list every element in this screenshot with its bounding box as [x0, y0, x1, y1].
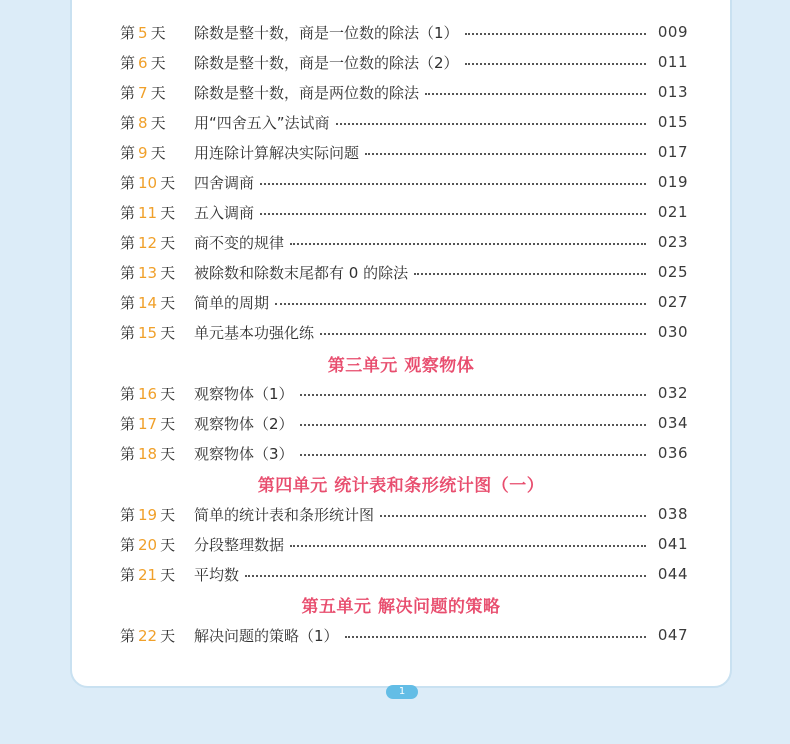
faded-overflow-text — [120, 617, 420, 653]
page-number: 013 — [657, 83, 688, 101]
entry-title: 除数是整十数，商是一位数的除法（1） — [194, 23, 459, 42]
day-number: 20 — [138, 535, 158, 554]
day-label: 第 21 天 — [120, 565, 176, 584]
page-number: 019 — [657, 173, 688, 191]
entry-title: 观察物体（2） — [194, 414, 294, 433]
dot-leader — [290, 242, 646, 245]
day-number: 5 — [138, 23, 148, 42]
page-number: 015 — [657, 113, 688, 131]
page-number: 044 — [657, 565, 688, 583]
toc-entry[interactable] — [120, 291, 688, 313]
toc-entry[interactable] — [120, 81, 688, 103]
day-number: 6 — [138, 53, 148, 72]
page-number: 032 — [657, 384, 688, 402]
dot-leader — [380, 514, 646, 517]
page-number: 034 — [657, 414, 688, 432]
dot-leader — [465, 32, 646, 35]
day-number: 9 — [138, 143, 148, 162]
day-number: 14 — [138, 293, 158, 312]
dot-leader — [365, 152, 646, 155]
toc-entry[interactable] — [120, 51, 688, 73]
page-number: 027 — [657, 293, 688, 311]
toc-entry[interactable] — [120, 533, 688, 555]
page-number: 030 — [657, 323, 688, 341]
toc-entry[interactable] — [120, 563, 688, 585]
page-number: 009 — [657, 23, 688, 41]
dot-leader — [275, 302, 646, 305]
entry-title: 简单的周期 — [194, 293, 270, 312]
day-number: 8 — [138, 113, 148, 132]
day-label: 第 13 天 — [120, 263, 176, 282]
day-label: 第 8 天 — [120, 113, 166, 132]
page-number: 023 — [657, 233, 688, 251]
entry-title: 五入调商 — [194, 203, 255, 222]
day-number: 22 — [138, 626, 158, 645]
day-label: 第 7 天 — [120, 83, 166, 102]
section-title-unit4: 第四单元 统计表和条形统计图（一） — [257, 476, 545, 496]
dot-leader — [300, 453, 646, 456]
day-number: 10 — [138, 173, 158, 192]
toc-card — [70, 0, 732, 688]
dot-leader — [260, 182, 646, 185]
entry-title: 四舍调商 — [194, 173, 255, 192]
toc-entry[interactable] — [120, 171, 688, 193]
day-number: 11 — [138, 203, 158, 222]
entry-title: 解决问题的策略（1） — [194, 626, 339, 645]
page-number: 011 — [657, 53, 688, 71]
day-label: 第 18 天 — [120, 444, 176, 463]
dot-leader — [300, 423, 646, 426]
entry-title: 被除数和除数末尾都有 0 的除法 — [194, 263, 409, 282]
dot-leader — [290, 544, 646, 547]
entry-title: 平均数 — [194, 565, 240, 584]
dot-leader — [245, 574, 646, 577]
page-number: 036 — [657, 444, 688, 462]
day-number: 13 — [138, 263, 158, 282]
day-label: 第 17 天 — [120, 414, 176, 433]
dot-leader — [260, 212, 646, 215]
page-indicator: 1 — [386, 685, 418, 699]
page-number: 047 — [657, 626, 688, 644]
toc-entry[interactable] — [120, 442, 688, 464]
dot-leader — [336, 122, 646, 125]
page-number: 021 — [657, 203, 688, 221]
entry-title: 商不变的规律 — [194, 233, 285, 252]
page-number: 025 — [657, 263, 688, 281]
day-label: 第 5 天 — [120, 23, 166, 42]
day-label: 第 12 天 — [120, 233, 176, 252]
entry-title: 观察物体（1） — [194, 384, 294, 403]
dot-leader — [320, 332, 646, 335]
day-number: 19 — [138, 505, 158, 524]
dot-leader — [300, 393, 646, 396]
day-label: 第 20 天 — [120, 535, 176, 554]
toc-entry[interactable] — [120, 503, 688, 525]
toc-entry[interactable] — [120, 412, 688, 434]
day-label: 第 19 天 — [120, 505, 176, 524]
entry-title: 分段整理数据 — [194, 535, 285, 554]
day-number: 18 — [138, 444, 158, 463]
day-number: 7 — [138, 83, 148, 102]
day-label: 第 14 天 — [120, 293, 176, 312]
entry-title: 除数是整十数，商是一位数的除法（2） — [194, 53, 459, 72]
dot-leader — [414, 272, 646, 275]
entry-title: 用“四舍五入”法试商 — [194, 113, 330, 132]
section-title-unit3: 第三单元 观察物体 — [327, 356, 475, 376]
day-label: 第 15 天 — [120, 323, 176, 342]
section-title-unit5: 第五单元 解决问题的策略 — [301, 597, 501, 617]
entry-title: 除数是整十数，商是两位数的除法 — [194, 83, 420, 102]
toc-entry[interactable] — [120, 231, 688, 253]
day-number: 21 — [138, 565, 158, 584]
day-number: 16 — [138, 384, 158, 403]
day-number: 15 — [138, 323, 158, 342]
day-label: 第 10 天 — [120, 173, 176, 192]
toc-entry[interactable] — [120, 321, 688, 343]
page-number: 038 — [657, 505, 688, 523]
day-label: 第 6 天 — [120, 53, 166, 72]
entry-title: 简单的统计表和条形统计图 — [194, 505, 375, 524]
toc-entry[interactable] — [120, 141, 688, 163]
day-label: 第 16 天 — [120, 384, 176, 403]
toc-entry[interactable] — [120, 201, 688, 223]
toc-entry[interactable] — [120, 21, 688, 43]
dot-leader — [465, 62, 646, 65]
page-number: 017 — [657, 143, 688, 161]
day-label: 第 9 天 — [120, 143, 166, 162]
day-number: 17 — [138, 414, 158, 433]
toc-entry[interactable] — [120, 382, 688, 404]
toc-entry[interactable] — [120, 111, 688, 133]
page-number: 041 — [657, 535, 688, 553]
day-label: 第 11 天 — [120, 203, 176, 222]
entry-title: 单元基本功强化练 — [194, 323, 315, 342]
day-label: 第 22 天 — [120, 626, 176, 645]
entry-title: 用连除计算解决实际问题 — [194, 143, 360, 162]
toc-entry[interactable] — [120, 261, 688, 283]
entry-title: 观察物体（3） — [194, 444, 294, 463]
dot-leader — [425, 92, 646, 95]
day-number: 12 — [138, 233, 158, 252]
